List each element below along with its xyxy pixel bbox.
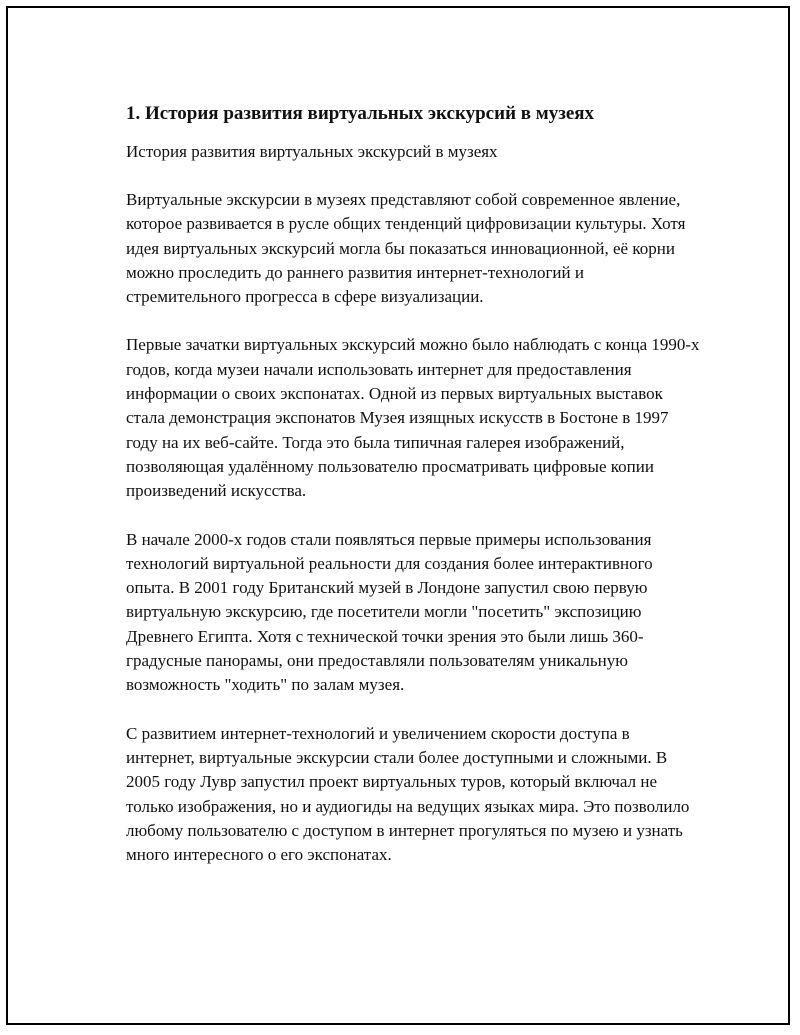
paragraph-1: Виртуальные экскурсии в музеях представляют собой современное явление, которое развивается в русле общих тенденций цифровизации культуры. Хотя идея виртуальных экскурсий могла бы показаться инновационной, её корни можно проследить до раннего развития интернет-технологий и стремительного прогресса в сфере визуализации. [126, 190, 686, 307]
section-subtitle: История развития виртуальных экскурсий в музеях [126, 142, 498, 161]
page-frame [6, 6, 790, 1025]
paragraph-2: Первые зачатки виртуальных экскурсий можно было наблюдать с конца 1990-х годов, когда музеи начали использовать интернет для предоставления информации о своих экспонатах. Одной из первых виртуальных выставок стала демонстрация экспонатов Музея изящных искусств в Бостоне в 1997 году на их веб-сайте. Тогда это была типичная галерея изображений, позволяющая удалённому пользователю просматривать цифровые копии произведений искусства. [126, 335, 700, 501]
paragraph-3: В начале 2000-х годов стали появляться первые примеры использования технологий виртуальной реальности для создания более интерактивного опыта. В 2001 году Британский музей в Лондоне запустил свою первую виртуальную экскурсию, где посетители могли "посетить" экспозицию Древнего Египта. Хотя с технической точки зрения это были лишь 360-градусные панорамы, они предоставляли пользователям уникальную возможность "ходить" по залам музея. [126, 529, 653, 695]
paragraph-4: С развитием интернет-технологий и увеличением скорости доступа в интернет, виртуальные экскурсии стали более доступными и сложными. В 2005 году Лувр запустил проект виртуальных туров, который включал не только изображения, но и аудиогиды на ведущих языках мира. Это позволило любому пользователю с доступом в интернет прогуляться по музею и узнать много интересного о его экспонатах. [126, 723, 690, 865]
section-heading: 1. История развития виртуальных экскурсий в музеях [126, 103, 595, 124]
document-body [126, 100, 701, 867]
